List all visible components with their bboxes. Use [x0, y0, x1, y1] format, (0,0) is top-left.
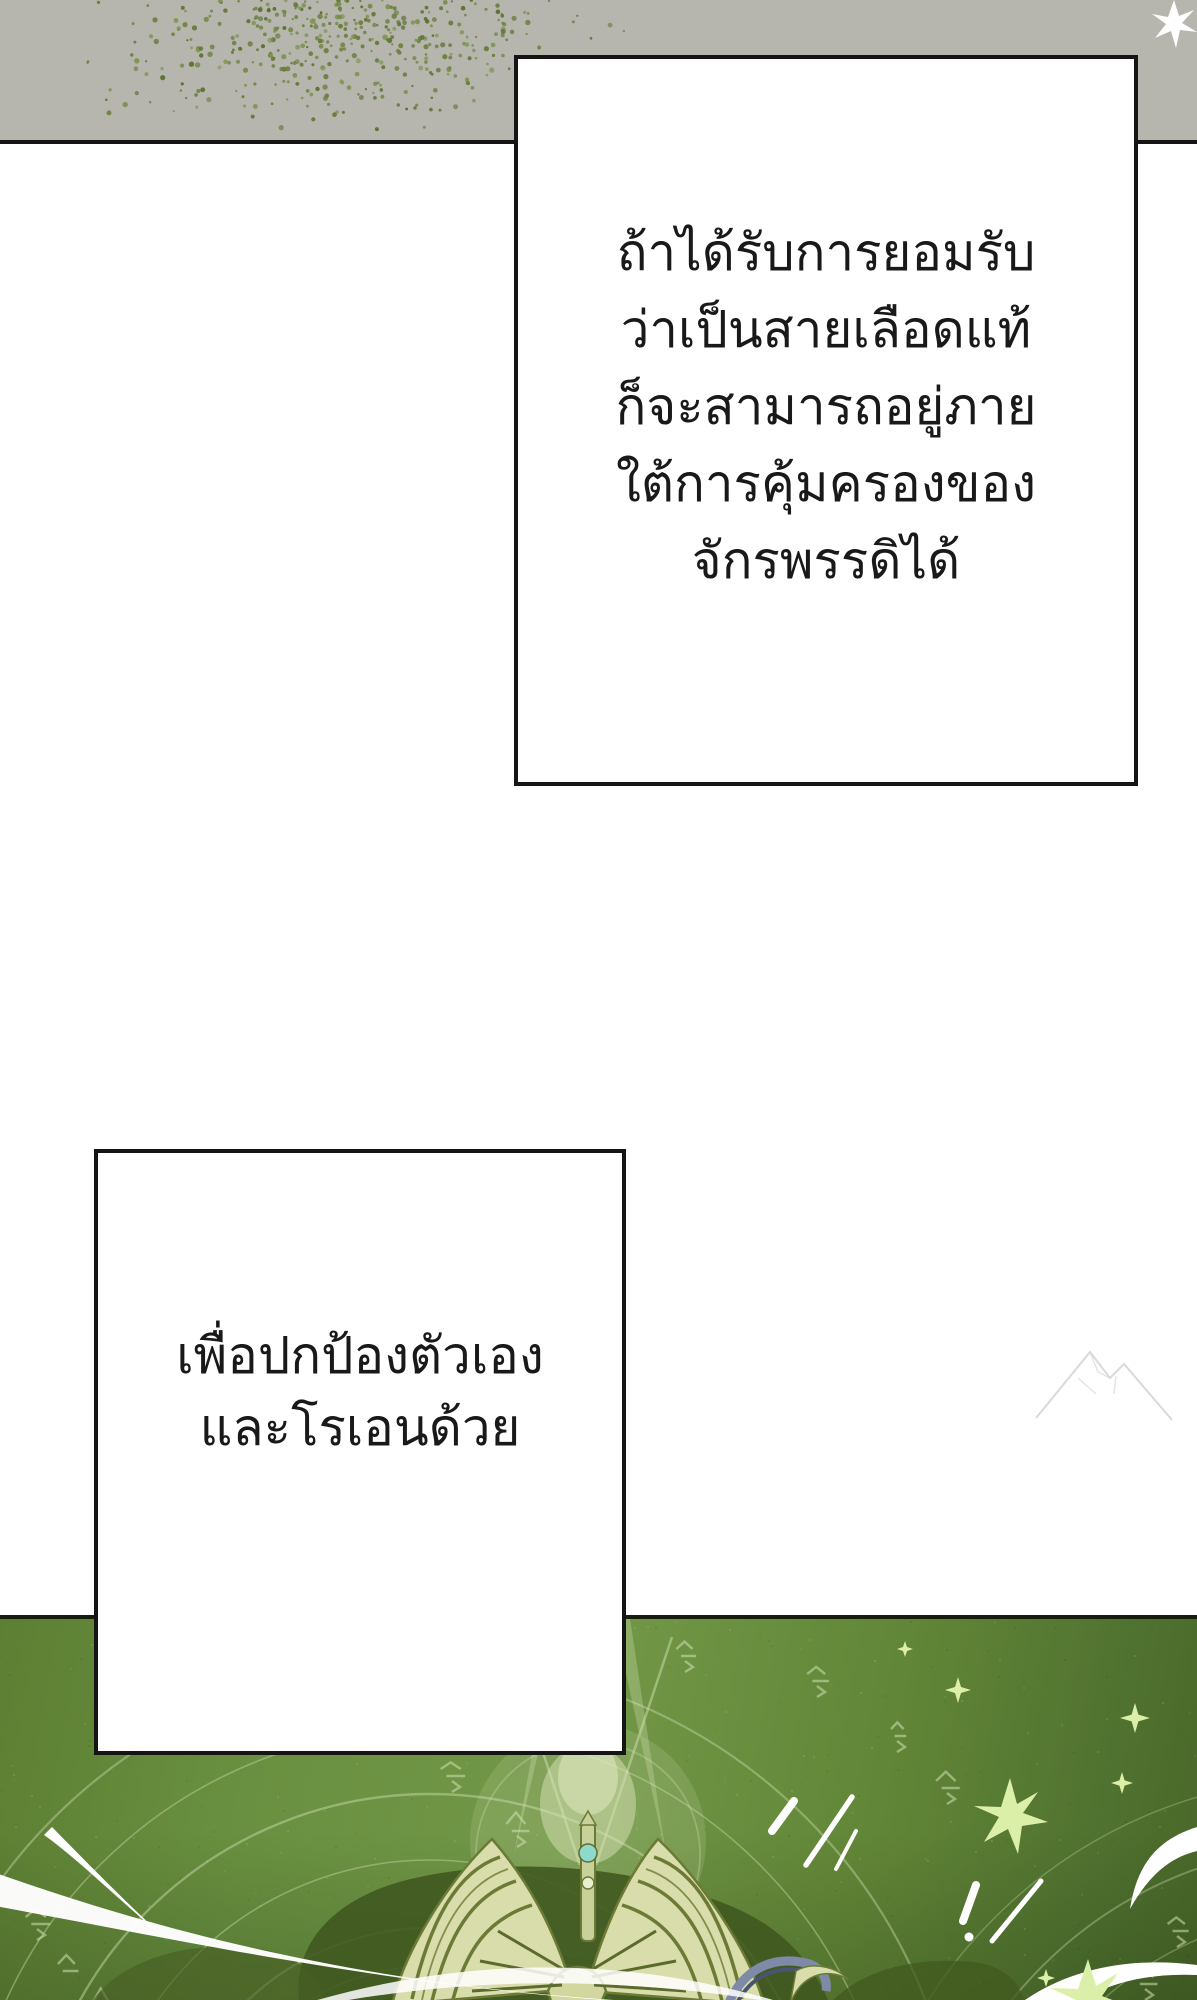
dialogue-line: จักรพรรดิได้: [691, 532, 961, 589]
dialogue-line: ก็จะสามารถอยู่ภาย: [615, 378, 1037, 435]
mountain-sketch: [1018, 1336, 1197, 1426]
dialogue-text: [176, 1320, 544, 1464]
dialogue-line: เพื่อปกป้องตัวเอง: [176, 1327, 544, 1384]
sparkle-star-icon: [897, 1641, 1150, 2000]
dialogue-line: ถ้าได้รับการยอมรับ: [616, 224, 1036, 281]
dialogue-line: ว่าเป็นสายเลือดแท้: [620, 301, 1032, 358]
dialogue-line: ใต้การคุ้มครองของ: [615, 455, 1037, 512]
dialogue-line: และโรเอนด้วย: [199, 1399, 521, 1456]
bow-ornament: [579, 1811, 597, 1941]
sparkle-icon: [1148, 0, 1197, 52]
teal-gem: [579, 1844, 597, 1862]
dialogue-text: [615, 214, 1036, 599]
dialogue-box-1: [514, 55, 1138, 786]
dialogue-box-2: [94, 1149, 626, 1755]
